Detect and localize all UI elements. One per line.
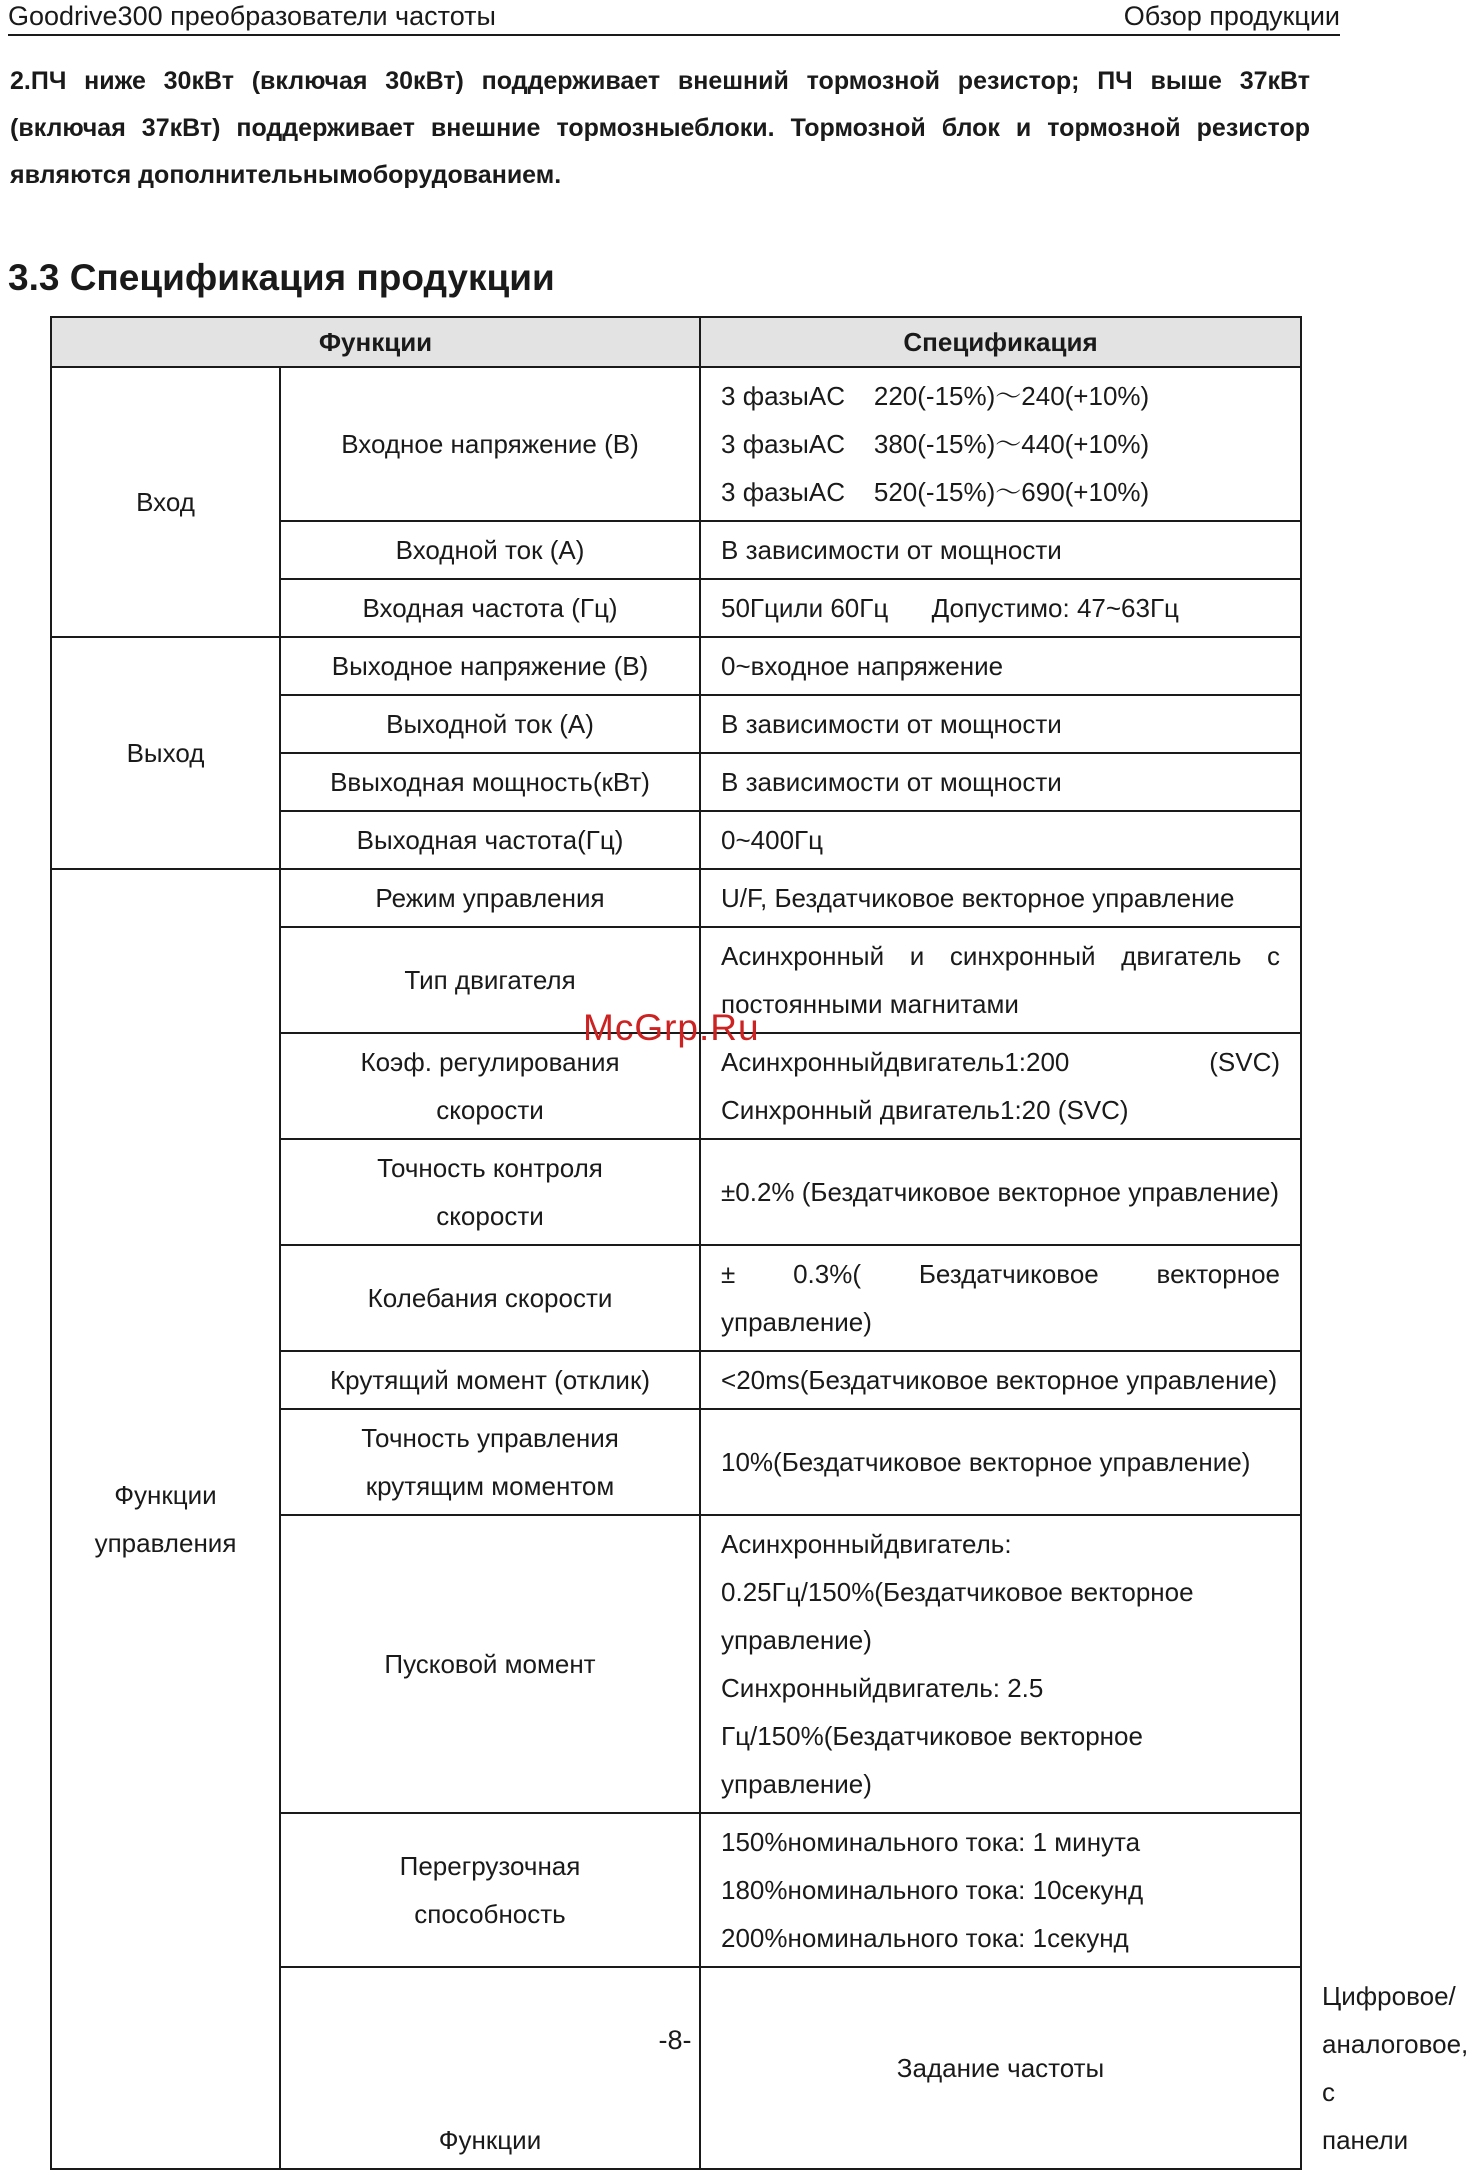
function-name: Коэф. регулирования скорости bbox=[280, 1033, 700, 1139]
spec-value: В зависимости от мощности bbox=[700, 695, 1301, 753]
category-functions: Функции bbox=[280, 1967, 700, 2169]
spec-value: 0~входное напряжение bbox=[700, 637, 1301, 695]
category-input: Вход bbox=[51, 367, 280, 637]
spec-value: <20ms(Бездатчиковое векторное управление) bbox=[700, 1351, 1301, 1409]
function-name: Задание частоты bbox=[700, 1967, 1301, 2169]
function-name: Ввыходная мощность(кВт) bbox=[280, 753, 700, 811]
function-name: Крутящий момент (отклик) bbox=[280, 1351, 700, 1409]
function-name: Пусковой момент bbox=[280, 1515, 700, 1813]
spec-value: Асинхронныйдвигатель1:200 (SVC) Синхронный двигатель1:20 (SVC) bbox=[700, 1033, 1301, 1139]
table-row: Функции Задание частоты Цифровое/аналоговое, с панели bbox=[51, 1967, 1301, 2169]
page-number: -8- bbox=[658, 2025, 692, 2055]
watermark: McGrp.Ru bbox=[583, 1007, 760, 1048]
spec-value: В зависимости от мощности bbox=[700, 753, 1301, 811]
page-header bbox=[8, 0, 1340, 36]
spec-value: ±0.2% (Бездатчиковое векторное управление) bbox=[700, 1139, 1301, 1245]
function-name: Входная частота (Гц) bbox=[280, 579, 700, 637]
category-control: Функции управления bbox=[51, 869, 280, 2169]
intro-paragraph: 2.ПЧ ниже 30кВт (включая 30кВт) поддерживает внешний тормозной резистор; ПЧ выше 37кВт (включая 37кВт) поддерживает внешние тормозныеблоки. Тормозной блок и тормозной резистор являются дополнительнымоборудованием. bbox=[10, 67, 1310, 189]
spec-value: U/F, Бездатчиковое векторное управление bbox=[700, 869, 1301, 927]
spec-table bbox=[50, 316, 1468, 2170]
header-functions: Функции bbox=[51, 317, 700, 367]
function-name: Входной ток (А) bbox=[280, 521, 700, 579]
function-name: Точность управления крутящим моментом bbox=[280, 1409, 700, 1515]
function-name: Режим управления bbox=[280, 869, 700, 927]
spec-value: ± 0.3%( Бездатчиковое векторное управление) bbox=[700, 1245, 1301, 1351]
spec-value: 0~400Гц bbox=[700, 811, 1301, 869]
spec-value: В зависимости от мощности bbox=[700, 521, 1301, 579]
function-name: Выходной ток (А) bbox=[280, 695, 700, 753]
function-name: Точность контроля скорости bbox=[280, 1139, 700, 1245]
spec-value: 150%номинального тока: 1 минута 180%номинального тока: 10секунд 200%номинального тока: 1секунд bbox=[700, 1813, 1301, 1967]
spec-value: Асинхронный и синхронный двигатель с постоянными магнитами bbox=[700, 927, 1301, 1033]
spec-value: 10%(Бездатчиковое векторное управление) bbox=[700, 1409, 1301, 1515]
function-name: Входное напряжение (В) bbox=[280, 367, 700, 521]
table-row bbox=[51, 367, 1301, 521]
table-header-row bbox=[51, 317, 1301, 367]
function-name: Выходная частота(Гц) bbox=[280, 811, 700, 869]
header-spec: Спецификация bbox=[700, 317, 1301, 367]
category-output: Выход bbox=[51, 637, 280, 869]
table-row bbox=[51, 637, 1301, 695]
spec-value: Асинхронныйдвигатель: 0.25Гц/150%(Бездатчиковое векторное управление) Синхронныйдвигатель: 2.5 Гц/150%(Бездатчиковое векторное управление) bbox=[700, 1515, 1301, 1813]
table-row bbox=[51, 869, 1301, 927]
function-name: Выходное напряжение (В) bbox=[280, 637, 700, 695]
spec-value: 3 фазыAC 220(-15%)～240(+10%) 3 фазыAC 380(-15%)～440(+10%) 3 фазыAC 520(-15%)～690(+10%) bbox=[700, 367, 1301, 521]
header-right: Обзор продукции bbox=[1123, 1, 1340, 31]
function-name: Тип двигателя bbox=[280, 927, 700, 1033]
function-name: Перегрузочная способность bbox=[280, 1813, 700, 1967]
header-left: Goodrive300 преобразователи частоты bbox=[8, 1, 496, 31]
spec-value: 50Гцили 60Гц Допустимо: 47~63Гц bbox=[700, 579, 1301, 637]
section-title: 3.3 Спецификация продукции bbox=[8, 257, 555, 298]
function-name: Колебания скорости bbox=[280, 1245, 700, 1351]
